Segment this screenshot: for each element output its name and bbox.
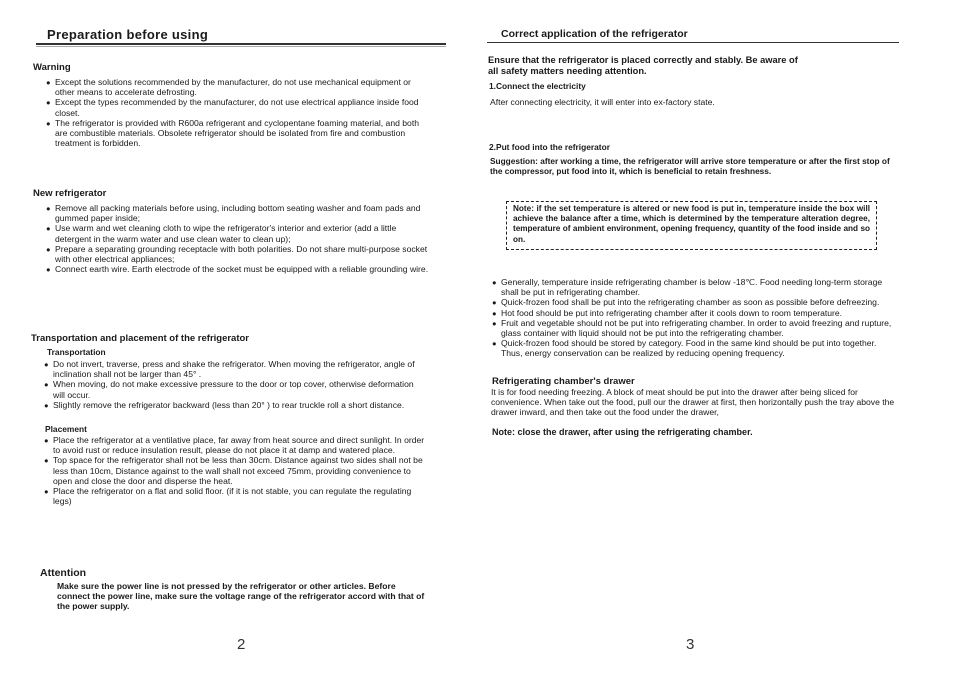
list-item: ● Place the refrigerator on a flat and solid floor. (if it is not stable, you can regulate the regulating legs) — [44, 486, 412, 507]
placement-list — [44, 435, 428, 506]
note-text: Note: if the set temperature is altered or new food is put in, temperature inside the box will achieve the balance after a time, which is determined by the temperature alteration degree, temperature of ambient environment, opening frequency, quantity of the food inside and so on. — [513, 204, 870, 244]
warning-list — [46, 77, 426, 148]
list-item: ● Generally, temperature inside refrigerating chamber is below -18℃. Food needing long-term storage shall be put in refrigerating chamber. — [492, 277, 883, 298]
drawer-text: It is for food needing freezing. A block of meat should be put into the drawer after being sliced for convenience. When take out the food, pull our the drawer at first, then horizontally push the tray above the drawer inward, and then take out the food under the drawer, — [491, 387, 895, 418]
transport-heading: Transportation and placement of the refrigerator — [31, 333, 250, 344]
list-item: ● Except the types recommended by the manufacturer, do not use electrical appliance inside food closet. — [46, 97, 419, 118]
list-item: ● Quick-frozen food shall be put into the refrigerating chamber as soon as possible before defreezing. — [492, 297, 880, 308]
list-item: ● The refrigerator is provided with R600a refrigerant and cyclopentane foaming material, and both are combustible materials. Obsolete refrigerator should be isolated from fire and combustion treatment is forbidden. — [46, 117, 420, 149]
list-item: ● Use warm and wet cleaning cloth to wipe the refrigerator's interior and exterior (add a little detergent in the warm water and use clean water to clean up); — [46, 223, 397, 244]
page-number-left: 2 — [237, 636, 246, 653]
warning-heading: Warning — [33, 62, 71, 73]
new-refrigerator-heading: New refrigerator — [33, 188, 107, 199]
connect-heading: 1.Connect the electricity — [489, 81, 586, 91]
list-item: ● Place the refrigerator at a ventilative place, far away from heat source and direct sunlight. In order to avoid rust or reduce insulation result, please do not place it at damp and watered place. — [44, 435, 425, 456]
attention-text: Make sure the power line is not pressed by the refrigerator or other articles. Before connect the power line, make sure the voltage range of the refrigerator accord with that of the power supply. — [57, 581, 425, 612]
list-item: ● Prepare a separating grounding receptacle with both polarities. Do not share multi-purpose socket with other electrical appliances; — [46, 243, 428, 265]
right-page-title: Correct application of the refrigerator — [501, 28, 688, 40]
list-item: ● Do not invert, traverse, press and shake the refrigerator. When moving the refrigerator, angle of inclination shall not be larger than 45° . — [44, 359, 415, 380]
list-item: ● Connect earth wire. Earth electrode of the socket must be equipped with a reliable grounding wire. — [46, 264, 429, 275]
right-header-rule — [487, 42, 899, 43]
put-food-heading: 2.Put food into the refrigerator — [489, 142, 610, 152]
left-header-rule-shadow — [36, 46, 446, 47]
note-box — [506, 201, 877, 250]
list-item: ● Slightly remove the refrigerator backward (less than 20° ) to rear truckle roll a short distance. — [44, 399, 405, 410]
placement-subheading: Placement — [45, 424, 87, 434]
list-item: ● When moving, do not make excessive pressure to the door or top cover, otherwise deformation will occur. — [44, 379, 414, 400]
list-item: ● Quick-frozen food should be stored by category. Food in the same kind should be put into together. Thus, energy conservation can be realized by reducing opening frequency. — [492, 338, 877, 359]
intro-text: Ensure that the refrigerator is placed correctly and stably. Be aware of all safety matters needing attention. — [488, 55, 798, 76]
left-header-rule — [36, 43, 446, 45]
storage-list — [492, 277, 897, 359]
final-note: Note: close the drawer, after using the refrigerating chamber. — [492, 427, 753, 437]
list-item: ● Hot food should be put into refrigerating chamber after it cools down to room temperature. — [492, 307, 843, 318]
list-item: ● Remove all packing materials before using, including bottom seating washer and foam pads and gummed paper inside; — [46, 203, 421, 224]
attention-heading: Attention — [40, 567, 87, 579]
connect-text: After connecting electricity, it will enter into ex-factory state. — [490, 97, 715, 107]
list-item: ● Except the solutions recommended by the manufacturer, do not use mechanical equipment or other means to accelerate defrosting. — [46, 77, 411, 98]
transportation-list — [44, 359, 424, 410]
drawer-heading: Refrigerating chamber's drawer — [492, 376, 635, 387]
list-item: ● Fruit and vegetable should not be put into refrigerating chamber. In order to avoid freezing and rupture, glass container with liquid should not be put into the refrigerating chamber. — [492, 317, 892, 339]
new-refrigerator-list — [46, 203, 430, 274]
page-number-right: 3 — [686, 636, 695, 653]
suggestion-text: Suggestion: after working a time, the refrigerator will arrive store temperature or after the first stop of the compressor, put food into it, which is beneficial to retain freshness. — [490, 156, 890, 177]
left-page-title: Preparation before using — [47, 27, 209, 42]
transportation-subheading: Transportation — [47, 347, 106, 357]
list-item: ● Top space for the refrigerator shall not be less than 30cm. Distance against two sides shall not be less than 10cm, Distance against to the wall shall not exceed 75mm, providing convenience to open and close the door and disperse the heat. — [44, 455, 423, 486]
